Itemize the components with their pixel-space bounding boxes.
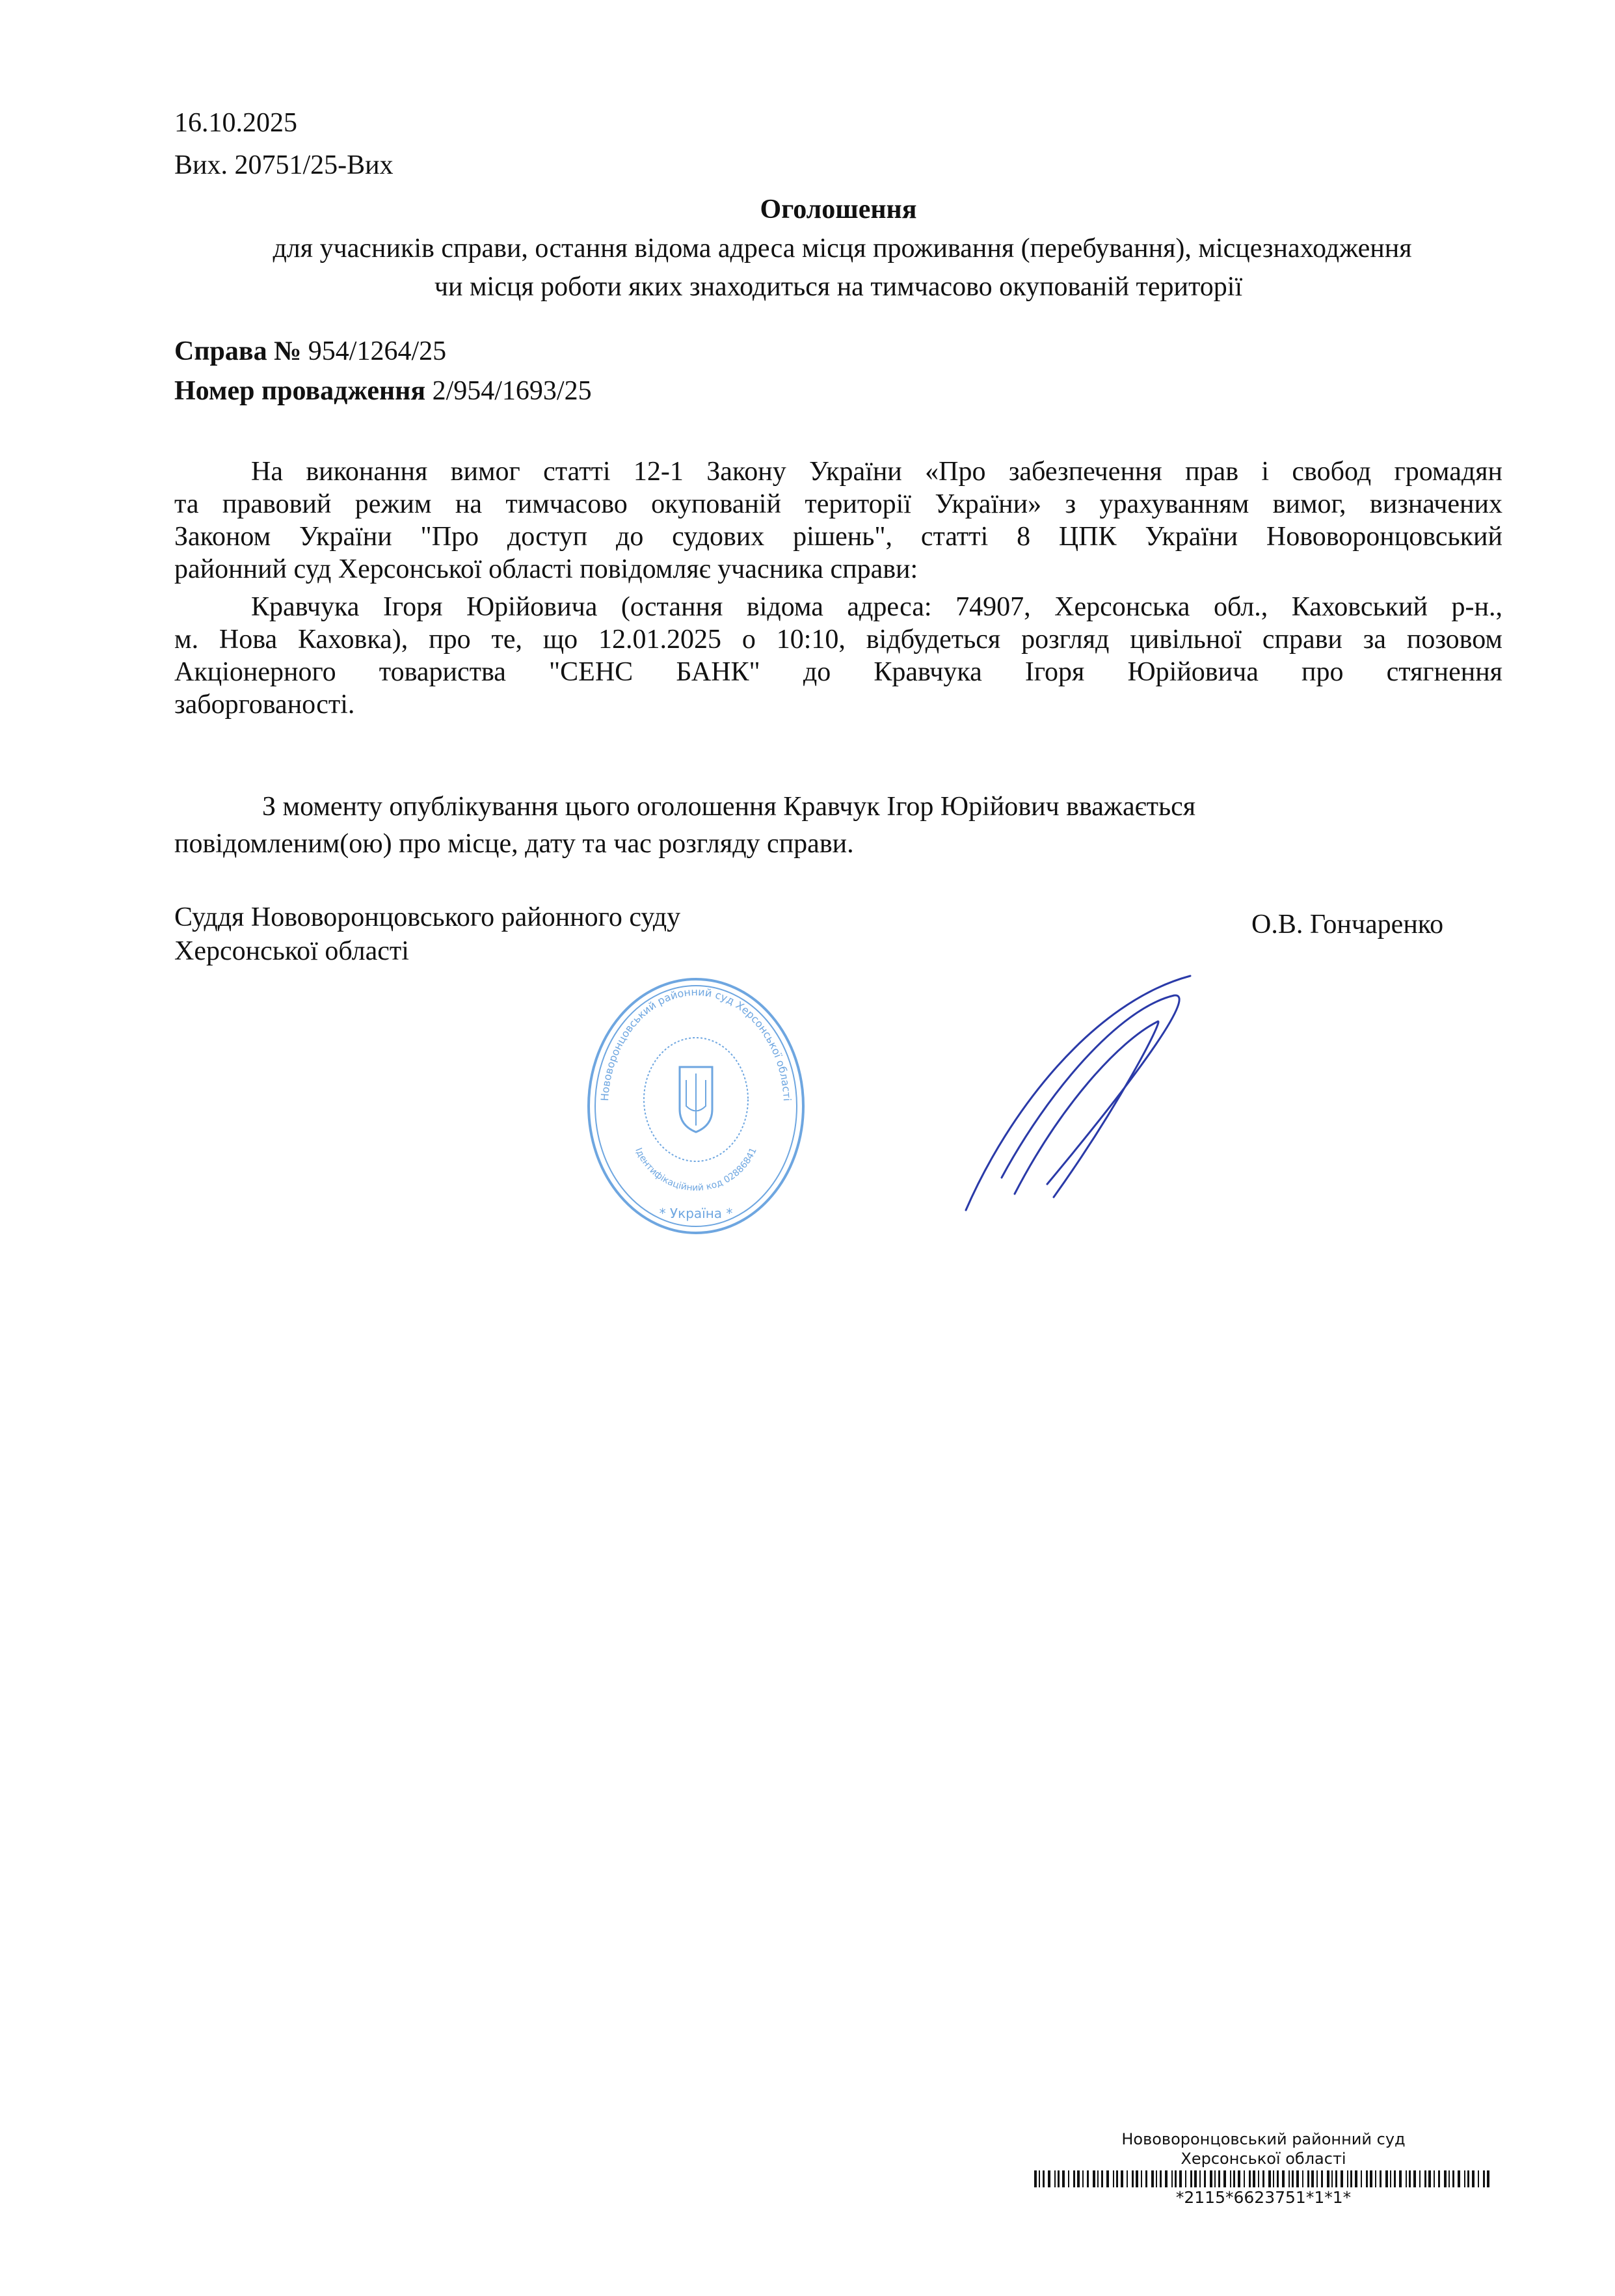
court-stamp [585,976,807,1236]
proceeding-number-value: 2/954/1693/25 [432,376,592,406]
barcode-bar [1204,2170,1206,2187]
barcode-bar [1132,2170,1134,2187]
barcode-bar [1448,2170,1450,2187]
barcode-bar [1268,2170,1271,2187]
footer-court: Нововоронцовський районний суд [1121,2130,1406,2148]
barcode-bar [1307,2170,1309,2187]
judge-position: Суддя Нововоронцовського районного суду [174,902,681,932]
barcode-bar [1160,2170,1162,2187]
barcode-bar [1230,2170,1231,2187]
barcode-bar [1077,2170,1080,2187]
barcode-bar [1478,2170,1479,2187]
barcode-bar [1151,2170,1154,2187]
barcode-bar [1194,2170,1197,2187]
barcode-bar [1380,2170,1381,2187]
barcode-bar [1116,2170,1118,2187]
barcode-bar [1452,2170,1454,2187]
barcode-bar [1341,2170,1343,2187]
barcode-bar [1073,2170,1075,2187]
barcode-bar [1233,2170,1235,2187]
barcode-bar [1101,2170,1103,2187]
barcode-bar [1068,2170,1069,2187]
barcode-bar [1113,2170,1114,2187]
barcode-bar [1277,2170,1279,2187]
barcode-bar [1253,2170,1255,2187]
barcode-bar [1165,2170,1168,2187]
barcode-bar [1444,2170,1447,2187]
document-title: Оголошення [760,195,917,224]
barcode-bar [1483,2170,1485,2187]
barcode-bar [1327,2170,1329,2187]
barcode-bar [1288,2170,1290,2187]
barcode-bar [1199,2170,1201,2187]
barcode-bar [1413,2170,1416,2187]
stamp-bottom-text: * Україна * [659,1206,733,1221]
body-line: Кравчука Ігоря Юрійовича (остання відома адреса: 74907, Херсонська обл., Каховський р-н., [251,592,1502,622]
barcode-bar [1097,2170,1099,2187]
barcode-bar [1244,2170,1245,2187]
barcode [1034,2170,1493,2187]
stamp-outer-text: Нововоронцовський районний суд Херсонської області [598,985,794,1101]
trident-emblem-icon [680,1067,712,1132]
judge-name: О.В. Гончаренко [1251,910,1444,939]
barcode-bar [1366,2170,1368,2187]
barcode-bar [1296,2170,1299,2187]
barcode-bar [1121,2170,1123,2187]
barcode-bar [1054,2170,1056,2187]
barcode-bar [1282,2170,1285,2187]
case-number-value: 954/1264/25 [308,336,447,366]
barcode-bar [1058,2170,1060,2187]
body-line: заборгованості. [174,690,355,720]
barcode-bar [1175,2170,1177,2187]
barcode-bar [1464,2170,1465,2187]
body-line: На виконання вимог статті 12-1 Закону України «Про забезпечення прав і свобод громадян [251,457,1502,487]
body-line: районний суд Херсонської області повідомляє учасника справи: [174,554,918,584]
barcode-bar [1214,2170,1216,2187]
barcode-bar [1127,2170,1128,2187]
barcode-bar [1273,2170,1274,2187]
barcode-bar [1370,2170,1372,2187]
body-line: Законом України "Про доступ до судових рішень", статті 8 ЦПК України Нововоронцовський [174,522,1502,552]
barcode-bar [1311,2170,1314,2187]
barcode-bar [1390,2170,1391,2187]
case-label: Справа № [174,336,302,366]
body-line: та правовий режим на тимчасово окупованій території України» з урахуванням вимог, визначених [174,489,1502,519]
barcode-bar [1141,2170,1142,2187]
barcode-bar [1321,2170,1323,2187]
barcode-bar [1467,2170,1469,2187]
barcode-bar [1419,2170,1421,2187]
barcode-bar [1434,2170,1435,2187]
barcode-bar [1210,2170,1212,2187]
notice-line: З моменту опублікування цього оголошення Кравчук Ігор Юрійович вважається [262,792,1196,822]
barcode-bar [1347,2170,1348,2187]
barcode-bar [1361,2170,1362,2187]
barcode-bar [1375,2170,1376,2187]
barcode-bar [1145,2170,1147,2187]
barcode-bar [1087,2170,1089,2187]
barcode-number: *2115*6623751*1*1* [1175,2188,1352,2207]
barcode-bar [1302,2170,1303,2187]
barcode-bar [1385,2170,1388,2187]
footer-region: Херсонської області [1181,2150,1346,2168]
barcode-bar [1355,2170,1357,2187]
barcode-bar [1136,2170,1138,2187]
proceeding-number [174,375,1502,407]
barcode-bar [1249,2170,1251,2187]
barcode-bar [1424,2170,1426,2187]
barcode-bar [1106,2170,1109,2187]
case-number [174,335,1502,368]
barcode-bar [1093,2170,1095,2187]
barcode-bar [1262,2170,1264,2187]
barcode-bar [1394,2170,1396,2187]
barcode-bar [1487,2170,1489,2187]
barcode-bar [1458,2170,1460,2187]
barcode-bar [1406,2170,1407,2187]
barcode-bar [1399,2170,1402,2187]
barcode-bar [1043,2170,1045,2187]
barcode-bar [1258,2170,1259,2187]
barcode-bar [1316,2170,1318,2187]
barcode-bar [1062,2170,1065,2187]
barcode-bar [1218,2170,1220,2187]
document-date: 16.10.2025 [174,108,297,138]
subtitle-line: чи місця роботи яких знаходиться на тимчасово окупованій території [434,272,1243,302]
barcode-bar [1034,2170,1037,2187]
barcode-bar [1292,2170,1294,2187]
barcode-bar [1409,2170,1411,2187]
barcode-bar [1350,2170,1352,2187]
barcode-bar [1171,2170,1173,2187]
barcode-bar [1179,2170,1182,2187]
proceeding-label: Номер провадження [174,376,426,406]
body-line: Акціонерного товариства "СЕНС БАНК" до Кравчука Ігоря Юрійовича про стягнення [174,657,1502,687]
outgoing-number: Вих. 20751/25-Вих [174,150,394,180]
stamp-inner-text: Ідентифікаційний код 02886841 [633,1146,759,1194]
barcode-bar [1428,2170,1431,2187]
barcode-bar [1331,2170,1333,2187]
body-line: м. Нова Каховка), про те, що 12.01.2025 о 10:10, відбудеться розгляд цивільної справи за позовом [174,625,1502,655]
barcode-bar [1190,2170,1192,2187]
subtitle-line: для учасників справи, остання відома адреса місця проживання (перебування), місцезнаходження [273,234,1412,263]
barcode-bar [1238,2170,1240,2187]
barcode-bar [1185,2170,1186,2187]
barcode-bar [1335,2170,1337,2187]
handwritten-signature [950,963,1223,1223]
barcode-bar [1048,2170,1050,2187]
barcode-bar [1472,2170,1475,2187]
barcode-bar [1223,2170,1226,2187]
judge-position: Херсонської області [174,936,409,966]
barcode-bar [1438,2170,1440,2187]
barcode-bar [1039,2170,1040,2187]
notice-line: повідомленим(ою) про місце, дату та час розгляду справи. [174,829,854,859]
barcode-bar [1156,2170,1157,2187]
barcode-bar [1082,2170,1084,2187]
